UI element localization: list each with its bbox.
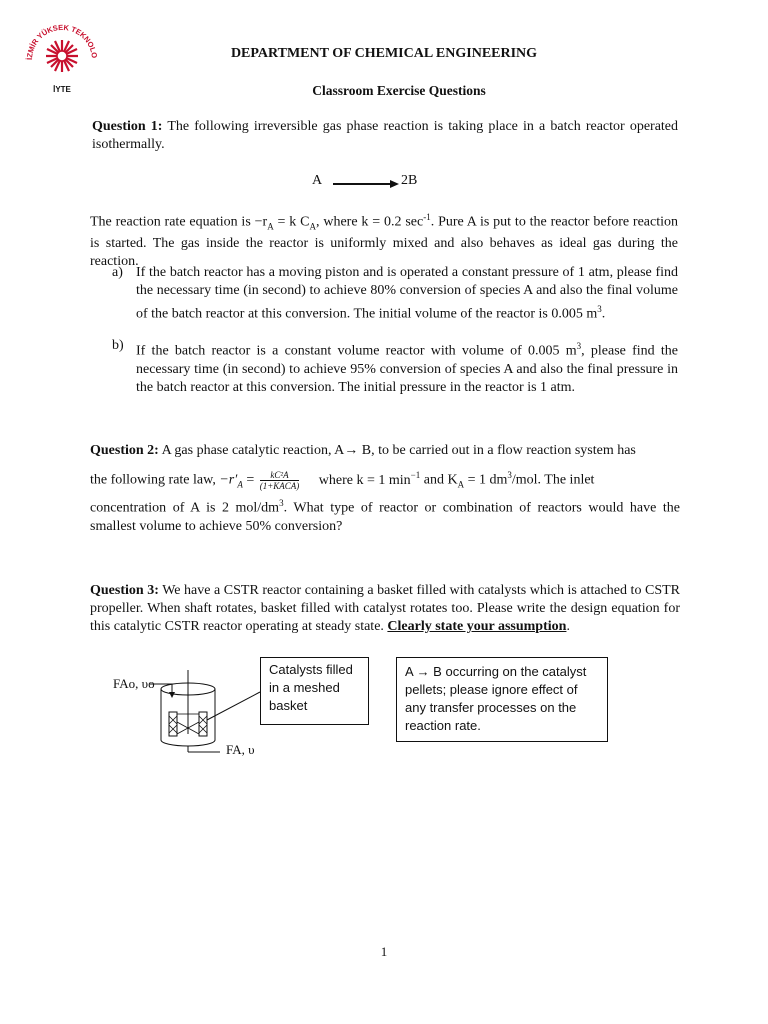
cstr-diagram	[140, 662, 280, 763]
question-2-line-3: concentration of A is 2 mol/$dm^3$. What type of reactor or combination of reactors would have the smallest volume to achieve 50% conversion?	[90, 498, 680, 534]
page-number: 1	[380, 944, 388, 959]
inlet-flow-label: FAo, υo	[113, 676, 155, 691]
question-2-line-1: Question 2: A gas phase catalytic reaction, A→ B, to be carried out in a flow reaction system has	[90, 443, 636, 458]
reaction-note-box: A → B occurring on the catalyst pellets; please ignore effect of any transfer processes on the reaction rate.	[396, 657, 608, 742]
logo-ring-text: İZMİR YÜKSEK TEKNOLO	[24, 22, 100, 61]
question-3-text: Question 3: We have a CSTR reactor containing a basket filled with catalysts which is attached to CSTR propeller. When shaft rotates, basket filled with catalyst rotates too. Please write the design equation for this catalytic CSTR reactor operating at steady state. Clearly state your assumption.	[90, 583, 681, 634]
document-subtitle: Classroom Exercise Questions	[312, 83, 486, 98]
logo-bottom-text: İYTE	[53, 85, 71, 94]
reaction-reactant: A	[312, 173, 323, 188]
question-1-intro: Question 1: The following irreversible gas phase reaction is taking place in a batch reactor operated isothermally.	[92, 119, 679, 152]
department-title: DEPARTMENT OF CHEMICAL ENGINEERING	[230, 46, 538, 61]
question-1-part-a: a) If the batch reactor has a moving piston and is operated a constant pressure of 1 atm, please find the necessary time (in second) to achieve 80% conversion of species A and also the final volume of the batch reactor at this conversion. The initial volume of the reactor is 0.005 $m^3$.	[112, 265, 678, 322]
question-1-part-b: b) If the batch reactor is a constant volume reactor with volume of 0.005 $m^3$, please find the necessary time (in second) to achieve 95% conversion of species A and also the final pressure in the batch reactor at this conversion. The initial pressure in the reactor is 1 atm.	[112, 338, 678, 395]
question-1-label: Question 1:	[92, 119, 163, 134]
question-2-label: Question 2:	[90, 443, 159, 458]
catalyst-callout-box: Catalysts filled in a meshed basket	[260, 657, 369, 725]
outlet-flow-label: FA, υ	[226, 742, 255, 757]
question-3-label: Question 3:	[90, 583, 159, 598]
question-1-rate-paragraph: The reaction rate equation is $-r_A = k$ $C_A$, where k = 0.2 $\sec^{-1}$. Pure A is put to the reactor before reaction is started. The gas inside the reactor is uniformly mixed and also behaves as ideal gas during the reaction.	[90, 212, 679, 270]
rate-fraction: $\frac{\text{kC²A}}{\text{(1+KACA)}}$	[259, 469, 300, 491]
reaction-product: 2B	[401, 173, 418, 188]
assumption-emphasis: Clearly state your assumption	[387, 619, 567, 634]
reaction-arrow-icon	[333, 176, 399, 194]
question-2-rate-law: the following rate law, $-r'_A$ = $\frac{\text{kC²A}}{\text{(1+KACA)}}$ where k = 1 $\min^{-1}$ and $K_A = 1$ $dm^3$/mol. The inlet	[90, 469, 595, 491]
